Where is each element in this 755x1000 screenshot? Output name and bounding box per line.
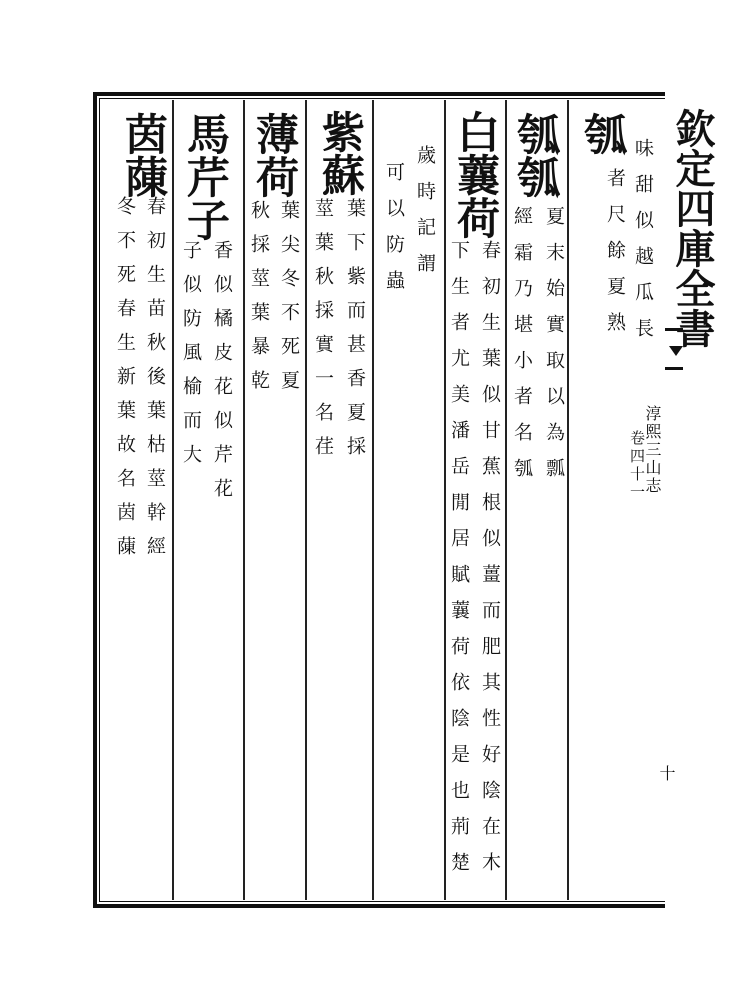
entry-heading: 瓠瓠 (510, 112, 560, 198)
entry-text: 可以防蟲 (383, 162, 405, 306)
column-rule (444, 100, 446, 900)
entry-heading: 白蘘荷 (450, 110, 500, 239)
entry-text: 味甜似越瓜長 (632, 138, 654, 354)
book-series-title: 欽定四庫全書 (669, 108, 716, 348)
entry-text: 春初生葉似甘蕉根似薑而肥其性好陰在木 (479, 240, 501, 888)
entry-heading: 馬芹子 (180, 112, 230, 241)
entry-text: 歲時記謂 (414, 145, 436, 289)
entry-text: 者尺餘夏熟 (604, 168, 626, 348)
book-name: 淳熙三山志 (643, 405, 662, 495)
entry-text: 經霜乃堪小者名瓠 (511, 206, 533, 494)
column-rule (172, 100, 174, 900)
entry-text: 子似防風榆而大 (180, 240, 202, 478)
column-rule (305, 100, 307, 900)
entry-heading: 瓠 (577, 112, 627, 155)
entry-text: 下生者尤美潘岳閒居賦蘘荷依陰是也荊楚 (448, 240, 470, 888)
entry-text: 夏末始實取以為瓢 (543, 206, 565, 494)
entry-text: 香似橘皮花似芹花 (211, 240, 233, 512)
entry-heading: 薄荷 (249, 112, 299, 198)
page-number: 十 (657, 765, 676, 781)
entry-text: 春初生苗秋後葉枯莖幹經 (144, 196, 166, 570)
entry-text: 冬不死春生新葉故名茵蔯 (114, 196, 136, 570)
entry-text: 莖葉秋採實一名荏 (312, 198, 334, 470)
entry-heading: 紫蘇 (315, 110, 365, 196)
fish-tail-triangle-icon (669, 346, 683, 356)
column-rule (505, 100, 507, 900)
column-rule (567, 100, 569, 900)
column-rule (372, 100, 374, 900)
entry-text: 葉尖冬不死夏 (278, 200, 300, 404)
entry-text: 秋採莖葉暴乾 (248, 200, 270, 404)
entry-heading: 茵蔯 (118, 112, 168, 198)
entry-text: 葉下紫而甚香夏採 (344, 198, 366, 470)
column-rule (243, 100, 245, 900)
volume-label: 卷四十一 (628, 430, 646, 502)
